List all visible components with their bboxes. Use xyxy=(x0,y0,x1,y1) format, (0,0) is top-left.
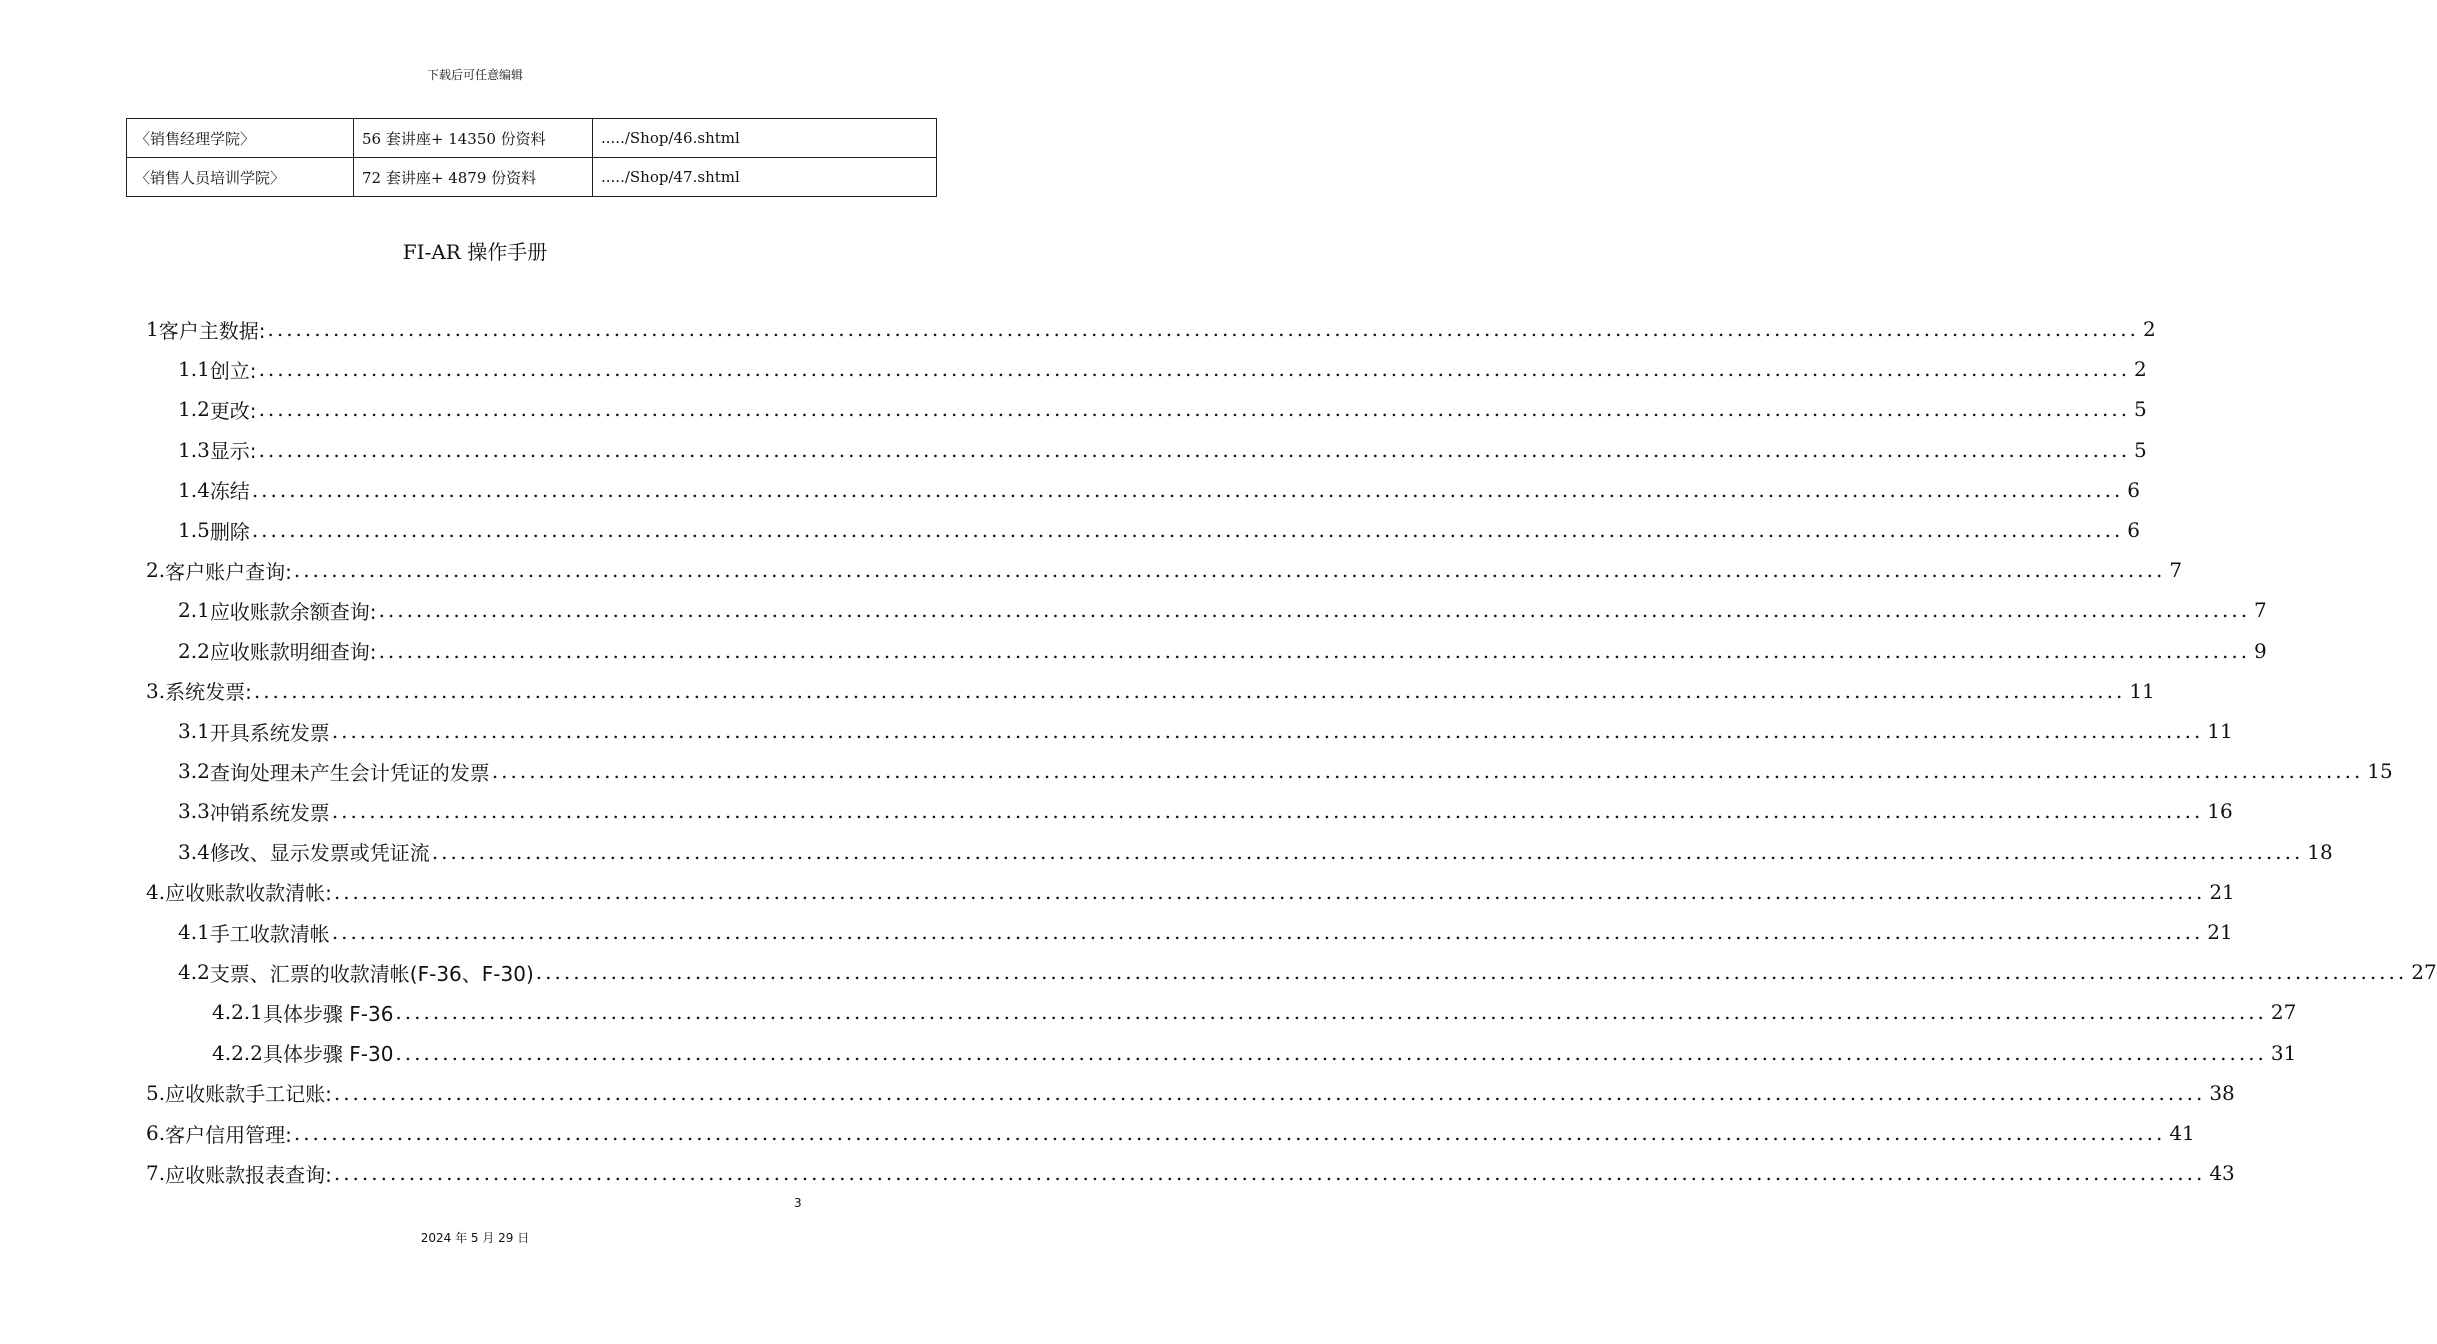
toc-entry-label: 应收账款收款清帐: xyxy=(165,881,332,906)
toc-leader-dots: ........................................................................................................................................................................................................ xyxy=(333,879,2206,904)
toc-leader-dots: ........................................................................................................................................................................................................ xyxy=(431,839,2304,864)
toc-entry-page: 31 xyxy=(2270,1040,2297,1065)
toc-entry-label: 查询处理未产生会计凭证的发票 xyxy=(209,760,490,785)
toc-entry[interactable] xyxy=(178,914,2233,950)
toc-entry[interactable] xyxy=(178,391,2147,427)
toc-leader-dots: ........................................................................................................................................................................................................ xyxy=(395,1000,2267,1025)
toc-leader-dots: ........................................................................................................................................................................................................ xyxy=(253,678,2126,703)
table-row xyxy=(127,119,937,158)
toc-entry-label: 显示: xyxy=(209,439,257,464)
toc-entry[interactable] xyxy=(146,552,2183,588)
toc-entry-label: 具体步骤 F-30 xyxy=(262,1042,394,1067)
table-cell-link[interactable]: ...../Shop/47.shtml xyxy=(593,158,937,197)
toc-entry[interactable] xyxy=(146,1075,2235,1111)
toc-entry-label: 支票、汇票的收款清帐(F-36、F-30) xyxy=(209,961,534,986)
toc-entry[interactable] xyxy=(212,1035,2297,1071)
toc-leader-dots: ........................................................................................................................................................................................................ xyxy=(251,518,2124,542)
toc-entry[interactable] xyxy=(178,472,2141,508)
toc-leader-dots: ........................................................................................................................................................................................................ xyxy=(331,920,2204,944)
toc-leader-dots: ........................................................................................................................................................................................................ xyxy=(535,960,2408,985)
toc-leader-dots: ........................................................................................................................................................................................................ xyxy=(491,759,2364,784)
toc-entry-page: 11 xyxy=(2129,678,2155,703)
toc-leader-dots: ........................................................................................................................................................................................................ xyxy=(378,638,2251,663)
toc-entry-page: 2 xyxy=(2134,357,2147,382)
toc-entry-label: 删除 xyxy=(209,519,250,544)
toc-entry-label: 系统发票: xyxy=(165,680,252,705)
toc-entry-number: 1 xyxy=(146,317,159,341)
toc-entry-number: 3.2 xyxy=(178,759,210,784)
toc-entry-page: 9 xyxy=(2254,638,2267,663)
toc-entry-number: 7. xyxy=(146,1161,166,1186)
toc-leader-dots: ........................................................................................................................................................................................................ xyxy=(258,437,2131,462)
toc-leader-dots: ........................................................................................................................................................................................................ xyxy=(293,1121,2166,1145)
toc-leader-dots: ........................................................................................................................................................................................................ xyxy=(331,799,2204,824)
toc-entry[interactable] xyxy=(178,512,2141,548)
toc-leader-dots: ........................................................................................................................................................................................................ xyxy=(293,558,2166,583)
toc-entry-page: 38 xyxy=(2209,1080,2235,1105)
toc-entry-page: 16 xyxy=(2207,799,2233,824)
toc-entry-number: 1.4 xyxy=(178,477,210,502)
toc-leader-dots: ........................................................................................................................................................................................................ xyxy=(333,1161,2206,1186)
toc-entry[interactable] xyxy=(178,834,2333,870)
toc-leader-dots: ........................................................................................................................................................................................................ xyxy=(258,357,2131,382)
toc-entry[interactable] xyxy=(212,994,2297,1030)
toc-entry-page: 27 xyxy=(2411,960,2437,985)
toc-entry-page: 43 xyxy=(2209,1161,2235,1186)
toc-leader-dots: ........................................................................................................................................................................................................ xyxy=(331,719,2204,743)
toc-entry-number: 4.2.1 xyxy=(212,1000,263,1025)
table-cell: 〈销售人员培训学院〉 xyxy=(127,158,354,197)
table-row xyxy=(127,158,937,197)
toc-entry[interactable] xyxy=(146,1115,2195,1151)
toc-entry-label: 开具系统发票 xyxy=(209,720,330,745)
toc-entry-number: 1.1 xyxy=(178,357,210,382)
toc-entry-page: 6 xyxy=(2127,518,2141,542)
toc-entry-label: 冲销系统发票 xyxy=(209,800,330,825)
toc-entry-page: 7 xyxy=(2254,598,2267,623)
table-cell: 〈销售经理学院〉 xyxy=(127,119,354,158)
toc-entry-number: 6. xyxy=(146,1121,166,1145)
toc-entry-number: 5. xyxy=(146,1080,166,1105)
toc-entry-label: 手工收款清帐 xyxy=(209,921,330,946)
toc-entry-label: 应收账款明细查询: xyxy=(209,640,377,665)
toc-entry-page: 5 xyxy=(2134,437,2147,462)
footer-date: 2024 年 5 月 29 日 xyxy=(420,1231,530,1245)
toc-entry-number: 1.5 xyxy=(178,518,210,542)
toc-entry-page: 15 xyxy=(2367,759,2393,784)
toc-entry-label: 创立: xyxy=(209,358,257,383)
toc-entry-page: 7 xyxy=(2169,558,2183,583)
toc-entry[interactable] xyxy=(178,713,2233,749)
toc-entry-number: 2.1 xyxy=(178,598,210,623)
toc-entry[interactable] xyxy=(146,874,2235,910)
toc-entry-label: 应收账款报表查询: xyxy=(165,1162,332,1187)
resource-link-table xyxy=(126,118,937,197)
toc-entry-page: 21 xyxy=(2207,920,2233,944)
toc-leader-dots: ........................................................................................................................................................................................................ xyxy=(251,477,2124,502)
toc-entry[interactable] xyxy=(178,432,2147,468)
toc-entry-number: 3. xyxy=(146,678,166,703)
toc-entry-number: 1.3 xyxy=(178,437,210,462)
toc-leader-dots: ........................................................................................................................................................................................................ xyxy=(395,1040,2267,1065)
toc-entry[interactable] xyxy=(178,793,2233,829)
toc-entry-number: 4.2.2 xyxy=(212,1040,263,1065)
toc-entry-number: 2. xyxy=(146,558,166,583)
table-cell-link[interactable]: ...../Shop/46.shtml xyxy=(593,119,937,158)
toc-entry-number: 1.2 xyxy=(178,397,210,422)
toc-entry[interactable] xyxy=(146,1155,2235,1191)
toc-entry-number: 4.1 xyxy=(178,920,210,944)
toc-entry-number: 3.4 xyxy=(178,839,210,864)
toc-entry-page: 21 xyxy=(2209,879,2235,904)
document-title: FI-AR 操作手册 xyxy=(402,240,548,264)
toc-entry-number: 2.2 xyxy=(178,638,210,663)
toc-entry-label: 客户账户查询: xyxy=(165,559,292,584)
toc-entry-label: 应收账款手工记账: xyxy=(165,1082,332,1107)
toc-entry-label: 更改: xyxy=(209,398,257,423)
toc-entry-label: 冻结 xyxy=(209,479,250,504)
toc-entry-number: 3.1 xyxy=(178,719,210,743)
toc-entry-label: 具体步骤 F-36 xyxy=(262,1001,394,1026)
toc-entry[interactable] xyxy=(146,311,2156,347)
toc-entry-number: 4.2 xyxy=(178,960,210,985)
toc-entry[interactable] xyxy=(178,592,2267,628)
toc-entry-label: 客户主数据: xyxy=(158,318,266,343)
toc-entry[interactable] xyxy=(178,633,2267,669)
toc-entry-page: 6 xyxy=(2127,477,2141,502)
toc-leader-dots: ........................................................................................................................................................................................................ xyxy=(378,598,2251,623)
toc-leader-dots: ........................................................................................................................................................................................................ xyxy=(333,1080,2206,1105)
toc-entry-page: 18 xyxy=(2307,839,2333,864)
toc-entry-label: 应收账款余额查询: xyxy=(209,599,377,624)
toc-entry-label: 修改、显示发票或凭证流 xyxy=(209,841,430,866)
page-number: 3 xyxy=(794,1196,802,1210)
header-note: 下载后可任意编辑 xyxy=(426,68,523,82)
toc-leader-dots: ........................................................................................................................................................................................................ xyxy=(258,397,2131,422)
toc-entry[interactable] xyxy=(146,673,2155,709)
toc-entry-page: 41 xyxy=(2169,1121,2195,1145)
table-cell: 56 套讲座+ 14350 份资料 xyxy=(354,119,593,158)
toc-entry-page: 5 xyxy=(2134,397,2147,422)
toc-entry-page: 2 xyxy=(2142,317,2156,341)
toc-leader-dots: ........................................................................................................................................................................................................ xyxy=(267,317,2139,341)
toc-entry-number: 4. xyxy=(146,879,166,904)
toc-entry[interactable] xyxy=(178,351,2147,387)
toc-entry-page: 27 xyxy=(2270,1000,2297,1025)
toc-entry-number: 3.3 xyxy=(178,799,210,824)
toc-entry-page: 11 xyxy=(2207,719,2233,743)
toc-entry[interactable] xyxy=(178,954,2437,990)
table-cell: 72 套讲座+ 4879 份资料 xyxy=(354,158,593,197)
toc-entry[interactable] xyxy=(178,753,2393,789)
toc-entry-label: 客户信用管理: xyxy=(165,1122,292,1147)
